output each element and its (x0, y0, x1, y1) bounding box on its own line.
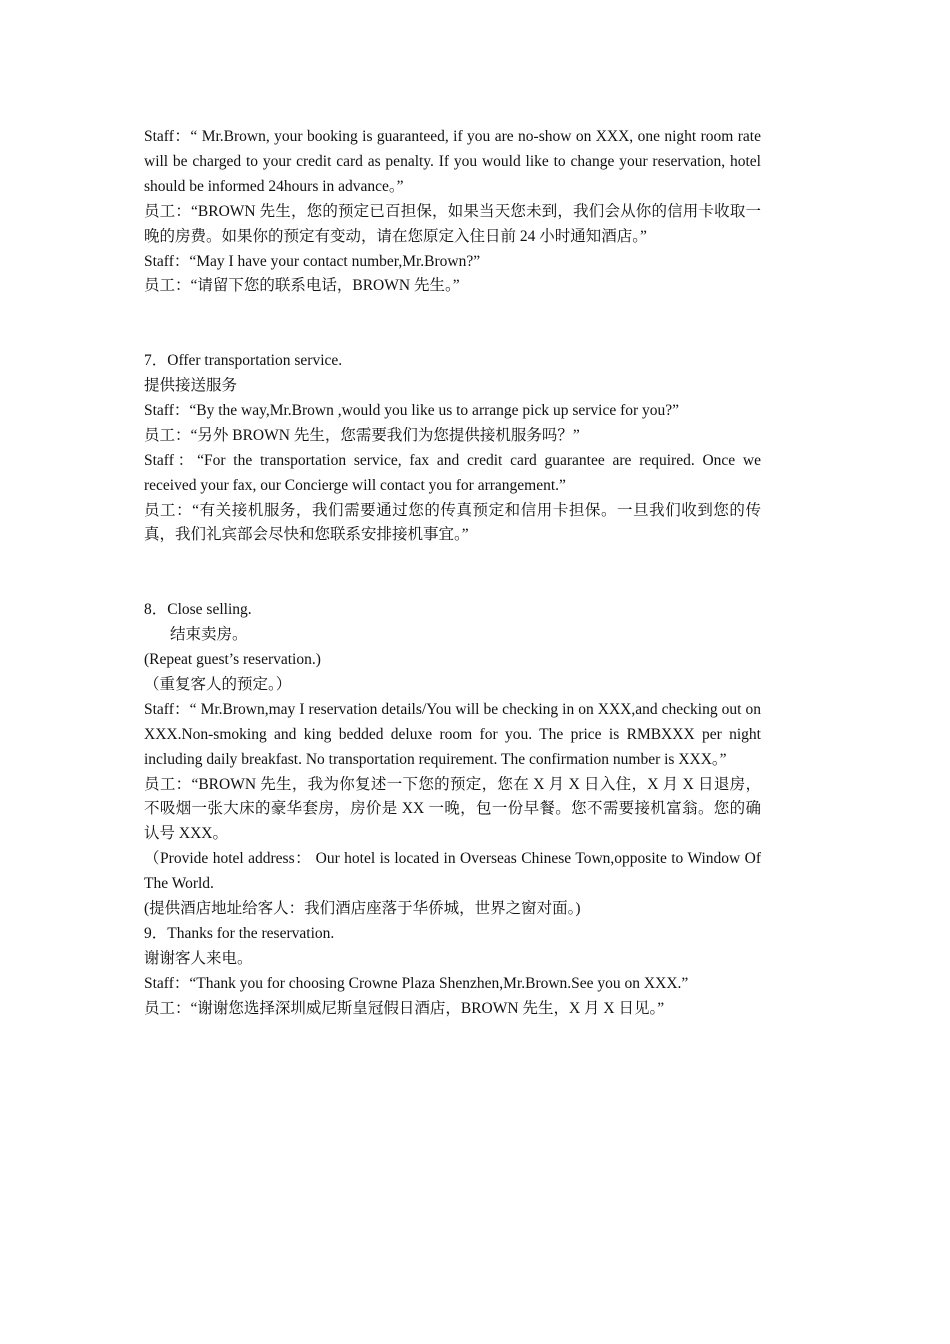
staff-fax-cn: 员工：“有关接机服务，我们需要通过您的传真预定和信用卡担保。一旦我们收到您的传真，我们礼宾部会尽快和您联系安排接机事宜。” (144, 501, 761, 544)
staff-guarantee-cn: 员工：“BROWN 先生，您的预定已百担保，如果当天您未到，我们会从你的信用卡收取一晚的房费。如果你的预定有变动，请在您原定入住日前 24 小时通知酒店。” (144, 202, 761, 245)
section-9-heading-cn: 谢谢客人来电。 (144, 949, 253, 967)
staff-pickup-cn: 员工：“另外 BROWN 先生，您需要我们为您提供接机服务吗？” (144, 426, 580, 444)
staff-details-en: Staff：“ Mr.Brown,may I reservation details/You will be checking in on XXX,and checking out on XXX.Non-smoking and king bedded deluxe room for you. The price is RMBXXX per night including daily breakfast. No transportation requirement. The confirmation number is XXX。” (144, 700, 761, 768)
staff-fax-en: Staff：“For the transportation service, fax and credit card guarantee are required. Once we received your fax, our Concierge will contact you for arrangement.” (144, 451, 761, 494)
spacer (144, 548, 761, 598)
staff-guarantee-en: Staff：“ Mr.Brown, your booking is guaranteed, if you are no-show on XXX, one night room rate will be charged to your credit card as penalty. If you would like to change your reservation, hotel should be informed 24hours in advance。” (144, 128, 761, 195)
staff-pickup-en: Staff：“By the way,Mr.Brown ,would you like us to arrange pick up service for you?” (144, 401, 680, 419)
section-9-heading: 9．Thanks for the reservation. (144, 924, 335, 942)
staff-contact-cn: 员工：“请留下您的联系电话，BROWN 先生。” (144, 277, 460, 295)
hotel-address-cn: (提供酒店地址给客人：我们酒店座落于华侨城，世界之窗对面。) (144, 900, 581, 918)
document-page (144, 125, 761, 1022)
staff-contact-en: Staff：“May I have your contact number,Mr.Brown?” (144, 252, 481, 270)
section-7-heading: 7．Offer transportation service. (144, 352, 343, 370)
repeat-reservation-en: (Repeat guest’s reservation.) (144, 651, 321, 668)
hotel-address-en: （Provide hotel address： Our hotel is located in Overseas Chinese Town,opposite to Window Of The World. (144, 850, 761, 893)
spacer (144, 299, 761, 349)
section-8-heading: 8．Close selling. (144, 601, 252, 619)
section-7-heading-cn: 提供接送服务 (144, 377, 238, 395)
section-8-heading-cn: 结束卖房。 (170, 626, 248, 644)
staff-thanks-en: Staff：“Thank you for choosing Crowne Plaza Shenzhen,Mr.Brown.See you on XXX.” (144, 974, 689, 992)
staff-thanks-cn: 员工：“谢谢您选择深圳威尼斯皇冠假日酒店，BROWN 先生，X 月 X 日见。” (144, 999, 665, 1017)
repeat-reservation-cn: （重复客人的预定。） (144, 675, 292, 693)
staff-details-cn: 员工：“BROWN 先生，我为你复述一下您的预定，您在 X 月 X 日入住，X 月 X 日退房，不吸烟一张大床的豪华套房，房价是 XX 一晚，包一份早餐。您不需要接机富翁。您的确认号 XXX。 (144, 775, 761, 843)
